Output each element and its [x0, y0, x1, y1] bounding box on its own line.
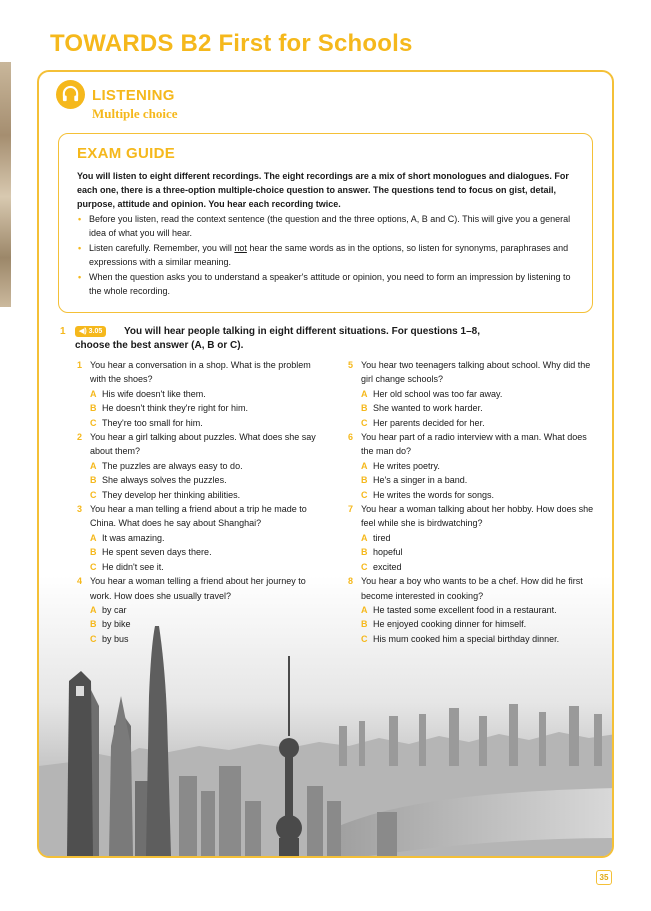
option-letter: A [90, 604, 97, 615]
answer-option[interactable] [348, 488, 598, 502]
option-text: She wanted to work harder. [373, 403, 483, 414]
option-letter: B [90, 547, 97, 558]
option-letter: B [90, 403, 97, 414]
question-number: 2 [77, 432, 83, 443]
option-text: excited [373, 561, 402, 572]
option-text: The puzzles are always easy to do. [102, 460, 243, 471]
option-text: His wife doesn't like them. [102, 388, 206, 399]
option-text: by bike [102, 619, 131, 630]
option-letter: A [361, 388, 368, 399]
option-letter: B [361, 403, 368, 414]
option-letter: B [361, 619, 368, 630]
question-4 [77, 574, 327, 603]
option-letter: C [361, 561, 368, 572]
audio-track-badge[interactable]: ◀) 3.05 [75, 326, 106, 337]
option-letter: A [90, 532, 97, 543]
question-number: 7 [348, 504, 354, 515]
option-letter: C [361, 489, 368, 500]
question-text: You hear a girl talking about puzzles. What does she say about them? [90, 432, 316, 457]
option-letter: C [90, 417, 97, 428]
exam-guide-box [58, 133, 593, 313]
answer-option[interactable] [348, 459, 598, 473]
option-text: tired [373, 532, 391, 543]
answer-option[interactable] [77, 488, 327, 502]
option-text: Her parents decided for her. [373, 417, 485, 428]
option-text: He didn't see it. [102, 561, 164, 572]
answer-option[interactable] [348, 632, 598, 646]
question-text: You hear two teenagers talking about school. Why did the girl change schools? [361, 360, 591, 385]
instruction-text: choose the best answer (A, B or C). [75, 340, 244, 351]
answer-option[interactable] [348, 531, 598, 545]
answer-option[interactable] [348, 560, 598, 574]
exam-guide-title: EXAM GUIDE [77, 145, 176, 162]
answer-option[interactable] [77, 531, 327, 545]
question-number: 3 [77, 504, 83, 515]
headphones-icon [56, 80, 85, 109]
option-letter: C [90, 561, 97, 572]
bullet-icon: • [78, 214, 82, 224]
answer-option[interactable] [77, 473, 327, 487]
answer-option[interactable] [77, 416, 327, 430]
option-letter: A [361, 460, 368, 471]
option-text: He spent seven days there. [102, 547, 212, 558]
option-text: He doesn't think they're right for him. [102, 403, 249, 414]
option-text: He's a singer in a band. [373, 475, 468, 486]
answer-option[interactable] [348, 416, 598, 430]
option-letter: C [361, 417, 368, 428]
answer-option[interactable] [77, 560, 327, 574]
answer-option[interactable] [77, 459, 327, 473]
side-photo-strip [0, 62, 11, 307]
answer-option[interactable] [77, 603, 327, 617]
answer-option[interactable] [77, 545, 327, 559]
answer-option[interactable] [348, 473, 598, 487]
option-text: They develop her thinking abilities. [102, 489, 241, 500]
bullet-icon: • [78, 272, 82, 282]
question-number: 4 [77, 576, 83, 587]
answer-option[interactable] [77, 632, 327, 646]
option-letter: A [90, 460, 97, 471]
answer-option[interactable] [77, 387, 327, 401]
question-number: 5 [348, 360, 354, 370]
question-text: You hear a man telling a friend about a trip he made to China. What does he say about Shanghai? [90, 504, 307, 529]
question-text: You hear a woman telling a friend about her journey to work. How does she usually travel? [90, 576, 306, 601]
exam-guide-intro: You will listen to eight different recordings. The eight recordings are a mix of short monologues and dialogues. For each one, there is a three-option multiple-choice question to answer. The questions tend to focus on gist, detail, purpose, attitude and opinion. You hear each recording twice. [77, 171, 569, 209]
option-text: Her old school was too far away. [373, 388, 503, 399]
question-5 [348, 358, 598, 387]
question-number: 1 [77, 360, 83, 370]
question-text: You hear a boy who wants to be a chef. How did he first become interested in cooking? [361, 576, 583, 601]
option-text: His mum cooked him a special birthday dinner. [373, 633, 560, 644]
option-text: He tasted some excellent food in a restaurant. [373, 604, 557, 615]
option-letter: A [90, 388, 97, 399]
answer-option[interactable] [348, 387, 598, 401]
question-1 [77, 358, 327, 387]
question-2 [77, 430, 327, 459]
option-letter: A [361, 532, 368, 543]
option-text: They're too small for him. [102, 417, 203, 428]
question-text: You hear part of a radio interview with a man. What does the man do? [361, 432, 587, 457]
section-title: LISTENING [92, 87, 175, 104]
instruction-text: You will hear people talking in eight different situations. For questions 1–8, [124, 326, 480, 337]
option-letter: B [361, 547, 368, 558]
page-title: TOWARDS B2 First for Schools [50, 30, 413, 57]
tip-item: • Listen carefully. Remember, you will not hear the same words as in the options, so listen for synonyms, paraphrases and expressions with a similar meaning. [78, 243, 569, 267]
question-number: 8 [348, 576, 354, 587]
option-text: hopeful [373, 547, 403, 558]
question-text: You hear a conversation in a shop. What is the problem with the shoes? [90, 360, 311, 385]
option-text: It was amazing. [102, 532, 165, 543]
option-text: He writes the words for songs. [373, 489, 495, 500]
question-6 [348, 430, 598, 459]
question-number: 6 [348, 432, 354, 443]
bullet-icon: • [78, 243, 82, 253]
option-text: He enjoyed cooking dinner for himself. [373, 619, 527, 630]
tip-item: • When the question asks you to understand a speaker's attitude or opinion, you need to form an impression by listening to the whole recording. [78, 272, 571, 296]
option-letter: A [361, 604, 368, 615]
questions-column-left [77, 358, 327, 646]
question-8 [348, 574, 598, 603]
option-letter: B [361, 475, 368, 486]
question-3 [77, 502, 327, 531]
option-text: by car [102, 604, 127, 615]
option-letter: C [90, 633, 97, 644]
answer-option[interactable] [348, 545, 598, 559]
option-letter: B [90, 619, 97, 630]
option-letter: C [90, 489, 97, 500]
option-text: She always solves the puzzles. [102, 475, 227, 486]
option-text: by bus [102, 633, 129, 644]
question-text: You hear a woman talking about her hobby. How does she feel while she is birdwatching? [361, 504, 594, 529]
option-text: He writes poetry. [373, 460, 440, 471]
section-subtitle: Multiple choice [92, 106, 178, 121]
exam-guide-tips [77, 212, 578, 298]
answer-option[interactable] [348, 603, 598, 617]
answer-option[interactable] [348, 617, 598, 631]
option-letter: B [90, 475, 97, 486]
question-7 [348, 502, 598, 531]
answer-option[interactable] [348, 401, 598, 415]
answer-option[interactable] [77, 401, 327, 415]
option-letter: C [361, 633, 368, 644]
questions-column-right [348, 358, 598, 646]
answer-option[interactable] [77, 617, 327, 631]
page-number: 35 [596, 870, 612, 885]
task-number: 1 [60, 326, 66, 337]
tip-item: • Before you listen, read the context sentence (the question and the three options, A, B and C). This will give you a general idea of what you will hear. [78, 214, 571, 238]
